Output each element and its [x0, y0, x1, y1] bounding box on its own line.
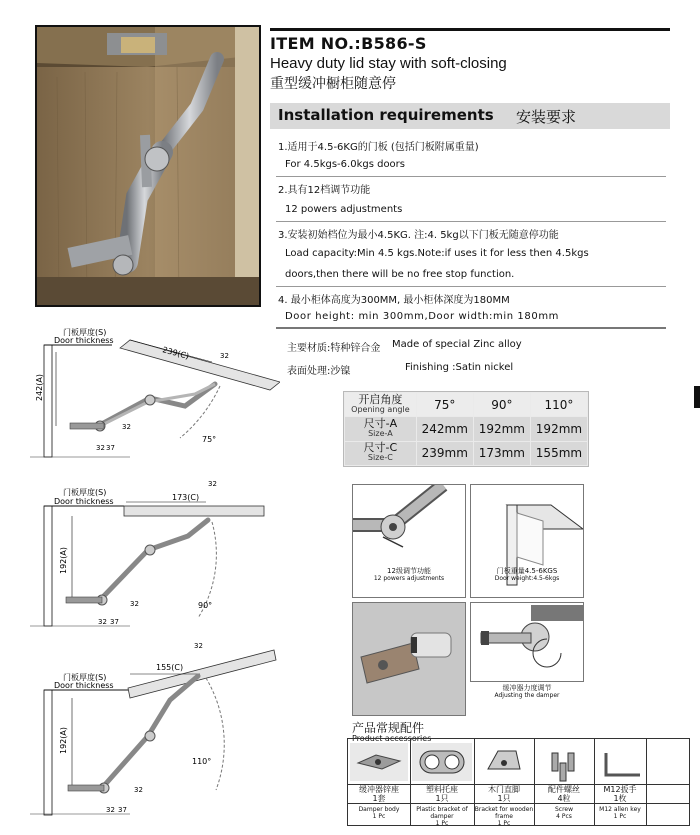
dimension-label: 32 [194, 642, 203, 650]
feature-damper-caption: 缓冲器力度调节 Adjusting the damper [494, 684, 560, 699]
table-cell: 242mm [416, 417, 473, 441]
install-diagram-75 [30, 326, 280, 461]
row-label-c: 尺寸-C Size-C [345, 441, 417, 465]
requirement-3-en-2: doors,then there will be no free stop function. [285, 269, 515, 280]
material-label: 主要材质:特种锌合金 [287, 343, 381, 354]
damper-photo [352, 602, 466, 716]
feature-door-weight-caption: 门板重量4.5-6KGS Door weight:4.5-6kgs [494, 567, 560, 582]
size-a-label: 242(A) [35, 374, 44, 401]
finish-label: 表面处理:沙镍 [287, 366, 351, 377]
table-cell: 155mm [530, 441, 587, 465]
size-c-label: 239(C) [161, 345, 190, 361]
divider [276, 176, 666, 177]
requirement-4-cn: 4. 最小柜体高度为300MM, 最小柜体深度为180MM [278, 295, 510, 306]
size-a-label: 192(A) [59, 547, 68, 574]
requirement-3-cn: 3.安装初始档位为最小4.5KG. 注:4. 5kg以下门板无随意停功能 [278, 230, 559, 241]
dimension-label: 32 [122, 423, 131, 431]
dimension-label: 37 [110, 618, 119, 626]
dimension-label: 32 [106, 806, 115, 814]
accessory-screw-en: Screw 4 Pcs [554, 806, 574, 820]
accessory-damper-body: 缓冲器锌座 1套 [359, 785, 399, 803]
dimension-label: 37 [106, 444, 115, 452]
door-thickness-label: 门板厚度(S) [63, 488, 107, 497]
requirement-4-en: Door height: min 300mm,Door width:min 180mm [285, 311, 559, 322]
table-cell: 239mm [416, 441, 473, 465]
installation-title-cn: 安装要求 [516, 109, 577, 126]
door-thickness-label-en: Door thickness [54, 336, 114, 345]
dimension-label: 32 [130, 600, 139, 608]
accessory-allen-key-en: M12 allen key 1 Pc [599, 806, 641, 820]
dimension-label: 32 [220, 352, 229, 360]
header-cell: 开启角度 Opening angle [345, 393, 417, 417]
table-cell: 173mm [473, 441, 530, 465]
feature-damper-image [470, 602, 584, 682]
dimension-label: 32 [98, 618, 107, 626]
requirement-2-cn: 2.具有12档调节功能 [278, 185, 371, 196]
table-cell: 192mm [473, 417, 530, 441]
install-diagram-110 [30, 640, 280, 820]
requirement-1-en: For 4.5kgs-6.0kgs doors [285, 159, 405, 170]
accessory-plastic-bracket-en: Plastic bracket of damper 1 Pc [416, 806, 468, 827]
angle-label: 90° [198, 601, 213, 610]
installation-header [270, 103, 670, 129]
requirement-3-en-1: Load capacity:Min 4.5 kgs.Note:if uses it for less then 4.5kgs [285, 248, 589, 259]
title-block [270, 28, 670, 93]
angle-label: 75° [202, 435, 217, 444]
item-number: ITEM NO.:B586-S [270, 34, 427, 53]
subtitle-en: Heavy duty lid stay with soft-closing [270, 55, 507, 72]
accessory-wood-bracket: 木门直脚 1只 [488, 785, 520, 803]
door-thickness-label: 门板厚度(S) [63, 673, 107, 682]
accessories-table [347, 738, 690, 826]
dimension-label: 32 [134, 786, 143, 794]
angle-110: 110° [530, 393, 587, 417]
divider [276, 221, 666, 222]
requirement-1-cn: 1.适用于4.5-6KG的门板 (包括门板附属重量) [278, 142, 479, 153]
size-c-label: 173(C) [172, 493, 200, 502]
page-edge-mark [694, 386, 700, 408]
angle-90: 90° [473, 393, 530, 417]
dimension-label: 37 [118, 806, 127, 814]
size-a-label: 192(A) [59, 727, 68, 754]
door-thickness-label-en: Door thickness [54, 497, 114, 506]
accessory-icons [348, 739, 690, 783]
accessory-damper-body-en: Damper body 1 Pc [358, 806, 400, 820]
dimension-label: 32 [208, 480, 217, 488]
divider [276, 327, 666, 329]
accessory-wood-bracket-en: Bracket for wooden frame 1 Pc [474, 806, 534, 827]
dimension-label: 32 [96, 444, 105, 452]
dimension-table [343, 391, 589, 467]
material-value: Made of special Zinc alloy [392, 339, 522, 350]
finish-value: Finishing :Satin nickel [405, 362, 514, 373]
angle-label: 110° [192, 757, 212, 766]
installation-title: Installation requirements [278, 106, 494, 124]
door-thickness-label-en: Door thickness [54, 681, 114, 690]
accessory-screw: 配件螺丝 4粒 [548, 785, 580, 803]
accessory-allen-key: M12扳手 1枚 [603, 785, 637, 803]
feature-adjustment-caption: 12级调节功能 12 powers adjustments [373, 567, 445, 582]
angle-75: 75° [416, 393, 473, 417]
product-photo [35, 25, 261, 307]
accessory-plastic-bracket: 塑料托座 1只 [426, 785, 458, 803]
size-c-label: 155(C) [156, 663, 184, 672]
row-label-a: 尺寸-A Size-A [345, 417, 417, 441]
requirement-2-en: 12 powers adjustments [285, 204, 403, 215]
divider [276, 286, 666, 287]
install-diagram-90 [30, 478, 280, 630]
door-thickness-label: 门板厚度(S) [63, 328, 107, 337]
table-cell: 192mm [530, 417, 587, 441]
accessories-title: 产品常规配件 Product accessories [352, 721, 432, 743]
subtitle-cn: 重型缓冲橱柜随意停 [270, 75, 396, 91]
